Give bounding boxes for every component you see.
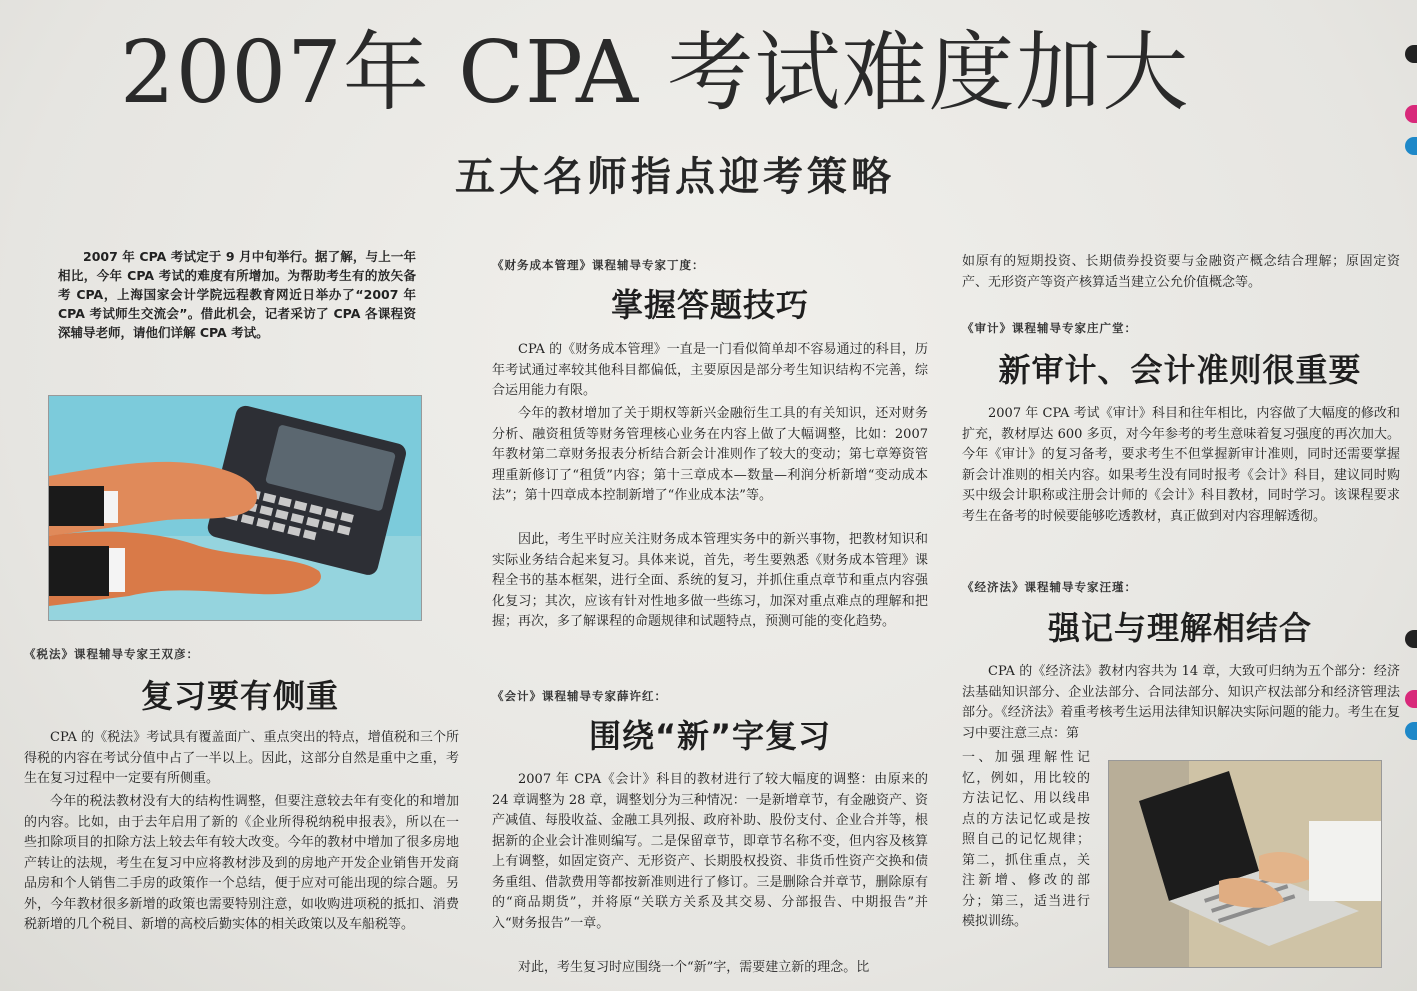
- finance-paragraph-3: 因此，考生平时应关注财务成本管理实务中的新兴事物，把教材知识和实际业务结合起来复习。具体来说，首先，考生要熟悉《财务成本管理》课程全书的基本框架，进行全面、系统的复习，并抓住重点章节和重点内容强化复习；其次，应该有针对性地多做一些练习，加深对重点难点的理解和把握；再次，多了解课程的命题规律和试题特点，预测可能的变化趋势。: [492, 532, 928, 629]
- intro-paragraph: 2007 年 CPA 考试定于 9 月中旬举行。据了解，与上一年相比，今年 CPA 考试的难度有所增加。为帮助考生有的放矢备考 CPA，上海国家会计学院远程教育网近日举办了“2007 年 CPA 考试师生交流会”。借此机会，记者采访了 CPA 各课程资深辅导老师，请他们详解 CPA 考试。: [58, 249, 416, 340]
- headline: 2007年 CPA 考试难度加大: [120, 23, 1190, 123]
- section-title-law: 强记与理解相结合: [1047, 609, 1312, 647]
- section-title-tax: 复习要有侧重: [140, 677, 339, 715]
- subhead: 五大名师指点迎考策略: [455, 154, 895, 200]
- edge-mark-magenta-bottom: [1405, 690, 1417, 708]
- pda-photo-drawing: [49, 396, 421, 620]
- law-paragraph-1: CPA 的《经济法》教材内容共为 14 章，大致可归纳为五个部分：经济法基础知识部分、企业法部分、合同法部分、知识产权法部分和经济管理法部分。《经济法》着重考核考生运用法律知识解决实际问题的能力。考生在复习中要注意三点：第: [962, 664, 1400, 741]
- byline-accounting: 《会计》课程辅导专家薛许红：: [492, 689, 667, 703]
- finance-paragraph-1: CPA 的《财务成本管理》一直是一门看似简单却不容易通过的科目，历年考试通过率较其他科目都偏低，主要原因是部分考生知识结构不完善，综合运用能力有限。: [492, 342, 928, 398]
- audit-paragraph-1: 2007 年 CPA 考试《审计》科目和往年相比，内容做了大幅度的修改和扩充，教材厚达 600 多页，对今年参考的考生意味着复习强度的再次加大。今年《审计》的复习备考，要求考生不但掌握新审计准则，同时还需要掌握新会计准则的相关内容。如果考生没有同时报考《会计》科目，建议同时购买中级会计职称或注册会计师的《会计》科目教材，同时学习。该课程要求考生在备考的时候要能够吃透教材，真正做到对内容理解透彻。: [962, 406, 1400, 524]
- laptop-photo-drawing: [1109, 761, 1381, 967]
- tax-paragraph-1: CPA 的《税法》考试具有覆盖面广、重点突出的特点，增值税和三个所得税的内容在考试分值中占了一半以上。因此，这部分自然是重中之重，考生在复习过程中一定要有所侧重。: [24, 730, 459, 786]
- laptop-typing-image-icon: [1108, 760, 1382, 968]
- byline-audit: 《审计》课程辅导专家庄广堂：: [962, 321, 1137, 335]
- edge-mark-cyan-top: [1405, 137, 1417, 155]
- edge-mark-black-bottom: [1405, 630, 1417, 648]
- tax-paragraph-2: 今年的税法教材没有大的结构性调整，但要注意较去年有变化的和增加的内容。比如，由于去年启用了新的《企业所得税纳税申报表》，所以在一些扣除项目的扣除方法上较去年有较大改变。今年的教材中增加了很多房地产转让的法规，考生在复习中应将教材涉及到的房地产开发企业销售开发商品房和个人销售二手房的政策作一个总结，便于应对可能出现的综合题。另外，今年教材很多新增的政策也需要特别注意，如收购进项税的抵扣、消费税新增的几个税目、新增的高校后勤实体的相关政策以及车船税等。: [24, 794, 459, 932]
- byline-finance: 《财务成本管理》课程辅导专家丁度：: [492, 258, 705, 272]
- law-paragraph-2: 一、加强理解性记忆，例如，用比较的方法记忆、用以线串点的方法记忆或是按照自己的记忆规律；第二，抓住重点，关注新增、修改的部分；第三，适当进行模拟训练。: [962, 750, 1090, 929]
- section-title-audit: 新审计、会计准则很重要: [998, 351, 1362, 389]
- accounting-paragraph-2: 对此，考生复习时应围绕一个“新”字，需要建立新的理念。比: [518, 960, 870, 975]
- accounting-paragraph-3: 如原有的短期投资、长期债券投资要与金融资产概念结合理解；原固定资产、无形资产等资产核算适当建立公允价值概念等。: [962, 254, 1400, 290]
- section-title-accounting: 围绕“新”字复习: [588, 717, 832, 755]
- byline-law: 《经济法》课程辅导专家汪瑾：: [962, 580, 1137, 594]
- finance-paragraph-2: 今年的教材增加了关于期权等新兴金融衍生工具的有关知识，还对财务分析、融资租赁等财务管理核心业务在内容上做了大幅调整，比如：2007 年教材第二章财务报表分析结合新会计准则作了较大的变动；第七章筹资管理重新修订了“租赁”内容；第十三章成本—数量—利润分析新增“变动成本法”；第十四章成本控制新增了“作业成本法”等。: [492, 406, 928, 503]
- edge-mark-cyan-bottom: [1405, 722, 1417, 740]
- byline-tax: 《税法》课程辅导专家王双彦：: [24, 647, 199, 661]
- edge-mark-magenta-top: [1405, 105, 1417, 123]
- edge-mark-black-top: [1405, 45, 1417, 63]
- accounting-paragraph-1: 2007 年 CPA《会计》科目的教材进行了较大幅度的调整：由原来的 24 章调整为 28 章，调整划分为三种情况：一是新增章节，有金融资产、资产减值、每股收益、金融工具列报、政府补助、股份支付、企业合并等，根据新的企业会计准则编写。二是保留章节，即章节名称不变，但内容及核算上有调整，如固定资产、无形资产、长期股权投资、非货币性资产交换和债务重组、借款费用等都按新准则进行了修订。三是删除合并章节，删除原有的“商品期货”，并将原“关联方关系及其交易、分部报告、中期报告”并入“财务报告”一章。: [492, 772, 928, 931]
- section-title-finance: 掌握答题技巧: [610, 286, 809, 324]
- hand-pda-image-icon: [48, 395, 422, 621]
